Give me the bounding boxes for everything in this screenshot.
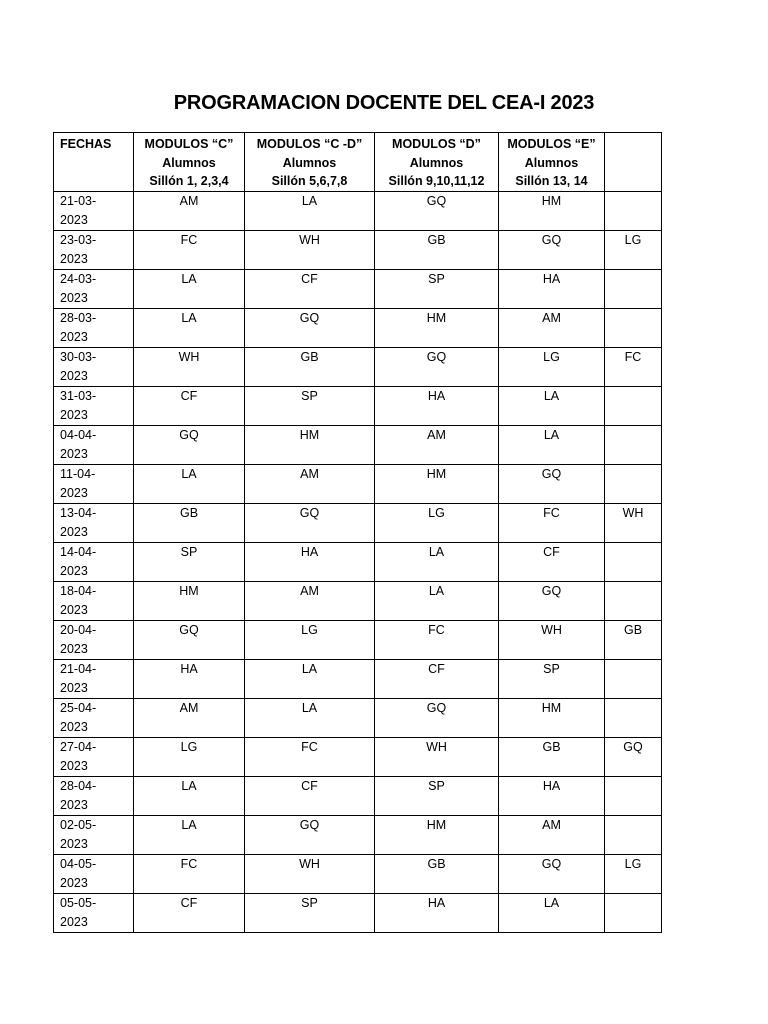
cell-modulo-e: GQ <box>499 854 605 893</box>
cell-fecha <box>54 542 134 581</box>
schedule-body <box>54 191 662 932</box>
cell-extra <box>605 659 662 698</box>
cell-modulo-e: WH <box>499 620 605 659</box>
table-row <box>54 542 662 581</box>
cell-fecha <box>54 776 134 815</box>
cell-modulo-e: HM <box>499 698 605 737</box>
cell-extra: LG <box>605 230 662 269</box>
cell-modulo-d: FC <box>375 620 499 659</box>
cell-extra: FC <box>605 347 662 386</box>
table-row <box>54 269 662 308</box>
cell-modulo-d: CF <box>375 659 499 698</box>
fecha-year: 2023 <box>60 251 88 266</box>
fecha-year: 2023 <box>60 719 88 734</box>
cell-extra <box>605 191 662 230</box>
fecha-day-month: 05-05- <box>60 895 97 910</box>
cell-modulo-c: GQ <box>134 620 245 659</box>
cell-extra <box>605 698 662 737</box>
cell-modulo-e: LA <box>499 893 605 932</box>
fecha-year: 2023 <box>60 368 88 383</box>
table-row <box>54 737 662 776</box>
cell-modulo-c: SP <box>134 542 245 581</box>
fecha-day-month: 02-05- <box>60 817 97 832</box>
table-row <box>54 698 662 737</box>
cell-modulo-c: LG <box>134 737 245 776</box>
fecha-year: 2023 <box>60 329 88 344</box>
cell-modulo-c: LA <box>134 776 245 815</box>
table-row <box>54 425 662 464</box>
cell-modulo-d: LA <box>375 542 499 581</box>
fecha-year: 2023 <box>60 524 88 539</box>
cell-modulo-c: FC <box>134 854 245 893</box>
cell-modulo-d: HA <box>375 893 499 932</box>
fecha-year: 2023 <box>60 290 88 305</box>
fecha-day-month: 21-03- <box>60 193 97 208</box>
cell-modulo-c: FC <box>134 230 245 269</box>
cell-extra <box>605 581 662 620</box>
cell-modulo-d: HM <box>375 308 499 347</box>
fecha-day-month: 21-04- <box>60 661 97 676</box>
cell-extra <box>605 269 662 308</box>
fecha-day-month: 14-04- <box>60 544 97 559</box>
cell-fecha <box>54 581 134 620</box>
cell-modulo-e: HA <box>499 269 605 308</box>
cell-modulo-e: AM <box>499 308 605 347</box>
cell-modulo-d: HM <box>375 815 499 854</box>
cell-fecha <box>54 737 134 776</box>
header-line: MODULOS “C -D” <box>256 137 363 151</box>
cell-fecha <box>54 386 134 425</box>
cell-modulo-cd: AM <box>245 581 375 620</box>
header-line: Alumnos <box>524 155 579 170</box>
cell-modulo-c: CF <box>134 386 245 425</box>
cell-extra <box>605 815 662 854</box>
fecha-day-month: 11-04- <box>60 466 96 481</box>
cell-modulo-cd: LA <box>245 698 375 737</box>
cell-fecha <box>54 191 134 230</box>
cell-fecha <box>54 620 134 659</box>
table-row <box>54 620 662 659</box>
cell-modulo-cd: GQ <box>245 503 375 542</box>
cell-modulo-cd: HA <box>245 542 375 581</box>
fecha-day-month: 27-04- <box>60 739 97 754</box>
header-modulos-c <box>134 133 245 192</box>
fecha-year: 2023 <box>60 485 88 500</box>
cell-fecha <box>54 464 134 503</box>
cell-fecha <box>54 503 134 542</box>
cell-modulo-d: SP <box>375 776 499 815</box>
cell-modulo-cd: CF <box>245 776 375 815</box>
cell-modulo-e: GQ <box>499 230 605 269</box>
cell-extra <box>605 308 662 347</box>
cell-fecha <box>54 893 134 932</box>
cell-modulo-cd: SP <box>245 386 375 425</box>
table-row <box>54 464 662 503</box>
cell-modulo-e: FC <box>499 503 605 542</box>
cell-extra: GB <box>605 620 662 659</box>
fecha-day-month: 25-04- <box>60 700 97 715</box>
fecha-day-month: 28-03- <box>60 310 97 325</box>
fecha-day-month: 23-03- <box>60 232 97 247</box>
cell-modulo-cd: HM <box>245 425 375 464</box>
fecha-year: 2023 <box>60 758 88 773</box>
header-line: Sillón 5,6,7,8 <box>271 174 348 188</box>
cell-fecha <box>54 269 134 308</box>
header-line: Sillón 1, 2,3,4 <box>149 174 229 188</box>
fecha-year: 2023 <box>60 836 88 851</box>
cell-modulo-d: GB <box>375 854 499 893</box>
fecha-day-month: 13-04- <box>60 505 97 520</box>
cell-fecha <box>54 659 134 698</box>
cell-modulo-d: HA <box>375 386 499 425</box>
table-row <box>54 308 662 347</box>
cell-fecha <box>54 698 134 737</box>
table-row <box>54 854 662 893</box>
cell-modulo-e: HA <box>499 776 605 815</box>
fecha-year: 2023 <box>60 875 88 890</box>
cell-modulo-d: AM <box>375 425 499 464</box>
header-modulos-e <box>499 133 605 192</box>
cell-modulo-c: LA <box>134 464 245 503</box>
fecha-day-month: 24-03- <box>60 271 97 286</box>
cell-modulo-c: LA <box>134 815 245 854</box>
fecha-day-month: 18-04- <box>60 583 97 598</box>
cell-modulo-e: LG <box>499 347 605 386</box>
fecha-day-month: 04-04- <box>60 427 97 442</box>
cell-extra <box>605 893 662 932</box>
cell-fecha <box>54 815 134 854</box>
cell-modulo-e: AM <box>499 815 605 854</box>
table-row <box>54 815 662 854</box>
cell-modulo-cd: GB <box>245 347 375 386</box>
fecha-day-month: 28-04- <box>60 778 97 793</box>
cell-modulo-d: HM <box>375 464 499 503</box>
table-row <box>54 503 662 542</box>
header-line: Sillón 13, 14 <box>515 174 588 188</box>
page-title: PROGRAMACION DOCENTE DEL CEA-I 2023 <box>173 92 595 114</box>
cell-modulo-e: LA <box>499 386 605 425</box>
cell-modulo-cd: GQ <box>245 308 375 347</box>
header-line: MODULOS “D” <box>392 137 481 151</box>
cell-extra: GQ <box>605 737 662 776</box>
cell-modulo-cd: FC <box>245 737 375 776</box>
cell-extra <box>605 386 662 425</box>
fecha-day-month: 31-03- <box>60 388 97 403</box>
table-row <box>54 230 662 269</box>
cell-modulo-c: AM <box>134 191 245 230</box>
cell-extra: LG <box>605 854 662 893</box>
schedule-table <box>53 132 662 933</box>
header-line: Sillón 9,10,11,12 <box>388 174 485 188</box>
cell-modulo-e: SP <box>499 659 605 698</box>
cell-modulo-e: GQ <box>499 464 605 503</box>
fecha-year: 2023 <box>60 446 88 461</box>
cell-modulo-e: CF <box>499 542 605 581</box>
cell-modulo-c: LA <box>134 269 245 308</box>
cell-modulo-e: HM <box>499 191 605 230</box>
cell-fecha <box>54 425 134 464</box>
fecha-year: 2023 <box>60 212 88 227</box>
fecha-year: 2023 <box>60 914 88 929</box>
cell-modulo-d: GQ <box>375 347 499 386</box>
header-line: MODULOS “C” <box>144 137 234 151</box>
table-row <box>54 191 662 230</box>
cell-modulo-d: WH <box>375 737 499 776</box>
fecha-year: 2023 <box>60 641 88 656</box>
header-modulos-cd <box>245 133 375 192</box>
cell-modulo-cd: CF <box>245 269 375 308</box>
cell-modulo-d: SP <box>375 269 499 308</box>
fecha-year: 2023 <box>60 797 88 812</box>
fecha-year: 2023 <box>60 407 88 422</box>
cell-modulo-c: CF <box>134 893 245 932</box>
header-row <box>54 133 662 192</box>
cell-modulo-c: WH <box>134 347 245 386</box>
cell-modulo-d: LA <box>375 581 499 620</box>
cell-modulo-d: LG <box>375 503 499 542</box>
header-line: Alumnos <box>409 155 464 170</box>
fecha-year: 2023 <box>60 680 88 695</box>
table-row <box>54 581 662 620</box>
cell-modulo-d: GQ <box>375 698 499 737</box>
cell-modulo-c: HM <box>134 581 245 620</box>
cell-modulo-c: HA <box>134 659 245 698</box>
fecha-year: 2023 <box>60 563 88 578</box>
fecha-day-month: 30-03- <box>60 349 97 364</box>
cell-modulo-cd: WH <box>245 230 375 269</box>
header-modulos-d <box>375 133 499 192</box>
cell-fecha <box>54 308 134 347</box>
cell-extra <box>605 776 662 815</box>
cell-modulo-e: LA <box>499 425 605 464</box>
table-row <box>54 386 662 425</box>
cell-modulo-d: GQ <box>375 191 499 230</box>
cell-modulo-cd: LA <box>245 659 375 698</box>
header-fechas: FECHAS <box>54 133 134 192</box>
cell-modulo-c: GB <box>134 503 245 542</box>
cell-fecha <box>54 854 134 893</box>
cell-extra: WH <box>605 503 662 542</box>
cell-modulo-cd: WH <box>245 854 375 893</box>
header-line: Alumnos <box>162 155 216 170</box>
table-row <box>54 347 662 386</box>
cell-extra <box>605 464 662 503</box>
table-row <box>54 776 662 815</box>
cell-modulo-d: GB <box>375 230 499 269</box>
cell-extra <box>605 542 662 581</box>
fecha-day-month: 04-05- <box>60 856 97 871</box>
fecha-year: 2023 <box>60 602 88 617</box>
header-line: Alumnos <box>282 155 337 170</box>
header-line: MODULOS “E” <box>507 137 596 151</box>
table-row <box>54 893 662 932</box>
cell-modulo-cd: LA <box>245 191 375 230</box>
cell-fecha <box>54 347 134 386</box>
cell-extra <box>605 425 662 464</box>
header-extra <box>605 133 662 192</box>
cell-fecha <box>54 230 134 269</box>
cell-modulo-e: GQ <box>499 581 605 620</box>
cell-modulo-e: GB <box>499 737 605 776</box>
table-row <box>54 659 662 698</box>
fecha-day-month: 20-04- <box>60 622 97 637</box>
cell-modulo-c: AM <box>134 698 245 737</box>
cell-modulo-cd: SP <box>245 893 375 932</box>
cell-modulo-cd: AM <box>245 464 375 503</box>
cell-modulo-c: LA <box>134 308 245 347</box>
cell-modulo-cd: LG <box>245 620 375 659</box>
cell-modulo-cd: GQ <box>245 815 375 854</box>
cell-modulo-c: GQ <box>134 425 245 464</box>
